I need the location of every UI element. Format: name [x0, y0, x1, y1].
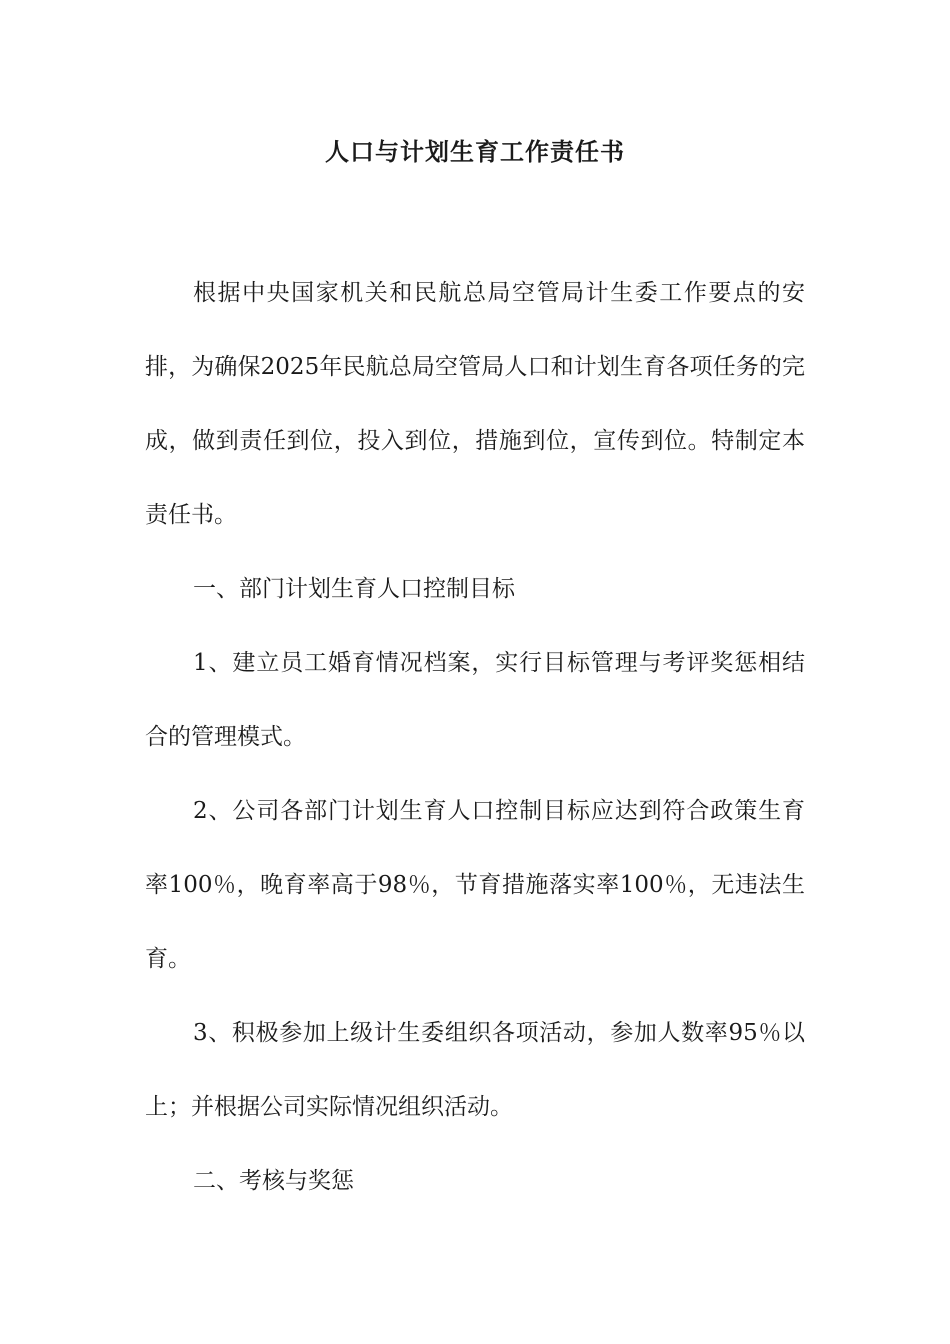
section-heading-2: 二、考核与奖惩: [193, 1168, 354, 1194]
paragraph-item-3: 3、积极参加上级计生委组织各项活动，参加人数率95％以上；并根据公司实际情况组织活动。: [145, 1020, 805, 1120]
document-title: 人口与计划生育工作责任书: [325, 137, 625, 166]
section-heading-1: 一、部门计划生育人口控制目标: [193, 576, 515, 602]
paragraph-intro: 根据中央国家机关和民航总局空管局计生委工作要点的安排，为确保2025年民航总局空管局人口和计划生育各项任务的完成，做到责任到位，投入到位，措施到位，宣传到位。特制定本责任书。: [145, 280, 805, 528]
document-body: [145, 256, 805, 1218]
paragraph-item-1: 1、建立员工婚育情况档案，实行目标管理与考评奖惩相结合的管理模式。: [145, 650, 805, 750]
paragraph-item-2: 2、公司各部门计划生育人口控制目标应达到符合政策生育率100％，晚育率高于98％，节育措施落实率100％，无违法生育。: [145, 798, 805, 972]
